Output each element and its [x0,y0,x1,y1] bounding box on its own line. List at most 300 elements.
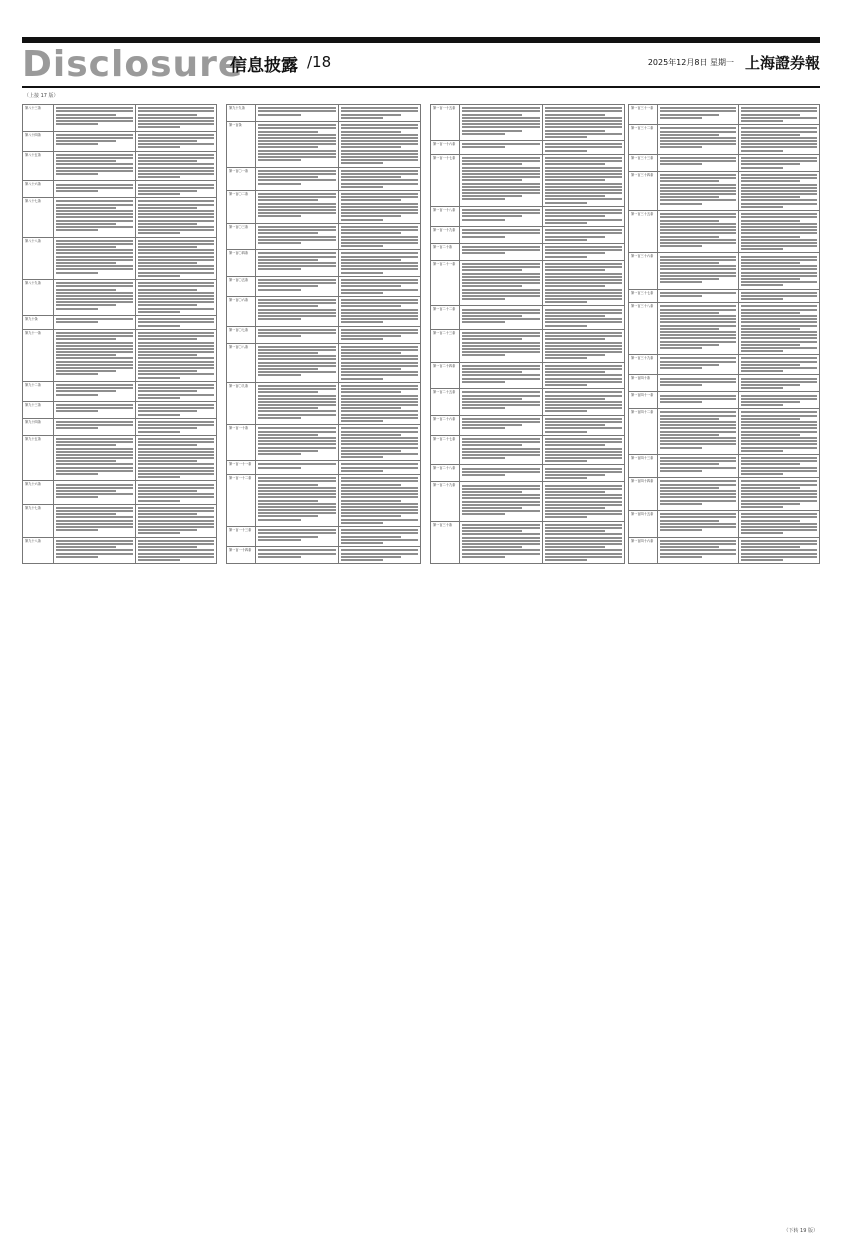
text-line [341,529,419,531]
table-row [227,250,421,277]
text-line [341,443,419,445]
text-line [545,289,623,291]
text-line [741,331,817,333]
text-line [462,348,540,350]
text-line [660,281,702,283]
text-line [138,187,215,189]
text-line [56,410,98,412]
text-line [741,543,817,545]
original-text [54,105,136,132]
text-line [660,131,736,133]
text-line [545,232,623,234]
text-line [258,252,336,254]
text-line [56,424,133,426]
text-line [545,371,605,373]
text-line [462,421,540,423]
text-line [258,539,301,541]
text-line [138,364,215,366]
article-number: 第九十四条 [23,418,54,435]
text-line [56,143,98,145]
table-row [23,401,217,418]
text-line [660,232,736,234]
text-line [462,219,505,221]
text-line [258,268,301,270]
text-line [462,457,505,459]
text-line [56,246,116,248]
text-line [741,134,800,136]
text-line [545,345,623,347]
article-number: 第一百四十六条 [629,537,658,564]
table-row [431,329,625,362]
article-number: 第一百一十六条 [431,141,460,155]
revised-text [338,527,421,547]
text-line [462,173,540,175]
text-line [258,199,318,201]
text-line [138,226,215,228]
revised-text [542,482,625,521]
text-line [545,309,623,311]
text-line [545,186,623,188]
text-line [341,153,419,155]
text-line [341,332,419,334]
text-line [341,512,419,514]
original-text [256,190,339,223]
text-line [258,490,336,492]
text-line [545,269,605,271]
original-text [256,547,339,564]
text-line [741,490,817,492]
text-line [258,114,301,116]
table-row [23,181,217,198]
text-line [341,321,384,323]
page-number: /18 [307,53,332,71]
text-line [138,559,180,561]
text-line [462,427,505,429]
original-text [256,121,339,167]
text-line [545,527,623,529]
text-line [545,133,623,135]
text-line [258,262,336,264]
text-line [660,367,702,369]
text-line [660,457,736,459]
text-line [341,131,401,133]
revised-text [338,326,421,343]
text-line [741,467,817,469]
text-line [660,424,736,426]
text-line [138,444,198,446]
text-line [138,311,180,313]
text-line [56,140,116,142]
text-line [341,170,419,172]
text-line [545,279,623,281]
text-line [56,134,133,136]
text-line [138,427,198,429]
text-line [258,447,336,449]
text-line [545,491,605,493]
text-line [462,335,540,337]
text-line [545,504,623,506]
text-line [741,127,817,129]
article-number: 第九十七条 [23,504,54,537]
article-number: 第一百三十四条 [629,171,658,210]
original-text [658,289,739,303]
original-text [54,181,136,198]
text-line [258,229,336,231]
table-row [431,243,625,260]
text-line [660,256,736,258]
text-line [660,331,736,333]
text-line [545,424,605,426]
text-line [258,509,336,511]
text-line [462,232,540,234]
text-line [660,549,736,551]
table-row [23,481,217,504]
text-line [545,192,623,194]
text-line [341,268,419,270]
text-line [741,529,817,531]
text-line [341,162,384,164]
text-line [56,484,133,486]
text-line [660,490,736,492]
text-line [56,493,133,495]
text-line [258,285,318,287]
text-line [545,212,623,214]
text-line [545,441,623,443]
text-line [138,532,180,534]
text-line [545,176,623,178]
original-text [256,326,339,343]
text-line [341,289,419,291]
text-line [660,223,736,225]
original-text [460,482,543,521]
text-line [258,437,336,439]
text-line [258,395,336,397]
text-line [545,114,605,116]
text-line [138,210,215,212]
text-line [56,268,133,270]
text-line [56,451,133,453]
original-text [658,154,739,171]
text-line [741,532,783,534]
revised-text [542,306,625,329]
text-line [138,157,215,159]
text-line [545,273,623,275]
revised-text [542,206,625,226]
article-number: 第一百二十一条 [431,260,460,306]
text-line [56,107,133,109]
text-line [462,524,540,526]
text-line [660,395,736,397]
text-line [741,256,817,258]
table-row [227,105,421,122]
text-line [138,262,198,264]
table-row [227,276,421,296]
text-line [56,404,133,406]
text-line [341,395,419,397]
revised-text [739,125,820,155]
text-line [56,407,133,409]
article-number: 第一百〇五条 [227,276,256,296]
text-line [56,367,133,369]
text-line [341,179,419,181]
text-line [545,474,605,476]
text-line [138,282,215,284]
text-line [741,177,817,179]
text-line [138,476,180,478]
text-line [138,268,215,270]
text-line [341,186,384,188]
text-line [258,536,318,538]
text-line [341,272,384,274]
revised-text [542,521,625,563]
text-line [341,456,384,458]
text-line [258,529,336,531]
text-line [258,443,336,445]
text-line [660,398,736,400]
article-number: 第八十五条 [23,151,54,181]
text-line [462,318,540,320]
text-line [462,114,522,116]
text-line [545,318,623,320]
text-line [462,321,505,323]
text-line [341,388,419,390]
text-line [341,553,419,555]
original-text [54,481,136,504]
text-line [138,223,198,225]
text-line [56,351,133,353]
article-number: 第八十八条 [23,237,54,279]
text-line [462,527,540,529]
text-line [258,477,336,479]
text-line [741,344,800,346]
text-line [258,414,336,416]
text-line [545,398,605,400]
text-line [462,167,540,169]
text-line [341,519,419,521]
text-line [258,212,336,214]
text-line [660,437,736,439]
text-line [741,367,817,369]
original-text [54,504,136,537]
text-line [660,463,719,465]
text-line [545,457,623,459]
original-text [658,253,739,289]
text-line [545,219,623,221]
text-line [341,338,384,340]
original-text [658,454,739,477]
text-line [462,351,540,353]
original-text [256,527,339,547]
original-text [54,435,136,481]
text-line [138,463,215,465]
text-line [741,378,817,380]
text-line [138,246,198,248]
text-line [258,156,336,158]
text-line [258,299,336,301]
text-line [56,490,116,492]
text-line [660,341,736,343]
text-line [258,431,336,433]
text-line [56,373,98,375]
article-number: 第九十条 [23,316,54,330]
text-line [138,110,215,112]
text-line [56,114,116,116]
text-line [462,117,540,119]
text-line [258,352,318,354]
text-line [545,285,605,287]
text-line [545,256,588,258]
text-line [341,503,419,505]
table-row [227,527,421,547]
text-line [258,302,336,304]
text-line [741,292,817,294]
text-line [545,533,623,535]
text-line [56,190,98,192]
text-line [545,150,588,152]
text-line [660,381,736,383]
text-line [545,351,623,353]
text-line [741,556,817,558]
text-line [462,504,540,506]
text-line [258,242,301,244]
article-number: 第一百二十条 [431,243,460,260]
revised-text [338,121,421,167]
table-row [23,504,217,537]
text-line [741,268,817,270]
text-line [341,490,419,492]
text-line [462,143,540,145]
text-line [462,513,505,515]
text-line [741,203,817,205]
text-line [462,395,540,397]
text-line [138,220,215,222]
text-line [660,245,702,247]
text-line [462,249,540,251]
article-number: 第一百二十七条 [431,435,460,465]
table-row [629,105,820,125]
text-line [56,207,116,209]
text-line [545,202,588,204]
text-line [741,328,800,330]
table-row [431,521,625,563]
table-row [629,289,820,303]
original-text [54,381,136,401]
text-line [341,532,419,534]
text-line [462,209,540,211]
text-line [660,220,719,222]
text-line [741,520,800,522]
text-line [741,559,783,561]
text-line [56,427,98,429]
text-line [462,282,540,284]
text-line [741,312,800,314]
text-line [741,272,817,274]
text-line [462,418,540,420]
text-line [341,156,419,158]
text-line [741,140,817,142]
text-line [660,199,736,201]
text-line [741,549,817,551]
text-line [341,282,419,284]
revised-text [739,478,820,511]
text-line [138,493,215,495]
article-number: 第一百四十一条 [629,392,658,409]
text-line [660,480,736,482]
table-row [23,329,217,381]
text-line [462,110,540,112]
original-text [256,105,339,122]
text-line [462,485,540,487]
revised-text [739,303,820,355]
original-text [54,329,136,381]
text-line [341,484,401,486]
text-line [341,335,401,337]
text-line [741,284,783,286]
text-line [660,127,736,129]
article-number: 第一百一十五条 [431,105,460,141]
article-number: 第一百一十二条 [227,475,256,527]
text-line [258,312,336,314]
text-line [138,163,215,165]
text-line [660,295,702,297]
original-text [658,125,739,155]
text-line [741,157,817,159]
text-line [138,193,180,195]
text-line [545,410,588,412]
text-line [660,556,702,558]
original-text [658,537,739,564]
text-line [741,460,817,462]
text-line [660,262,719,264]
article-number: 第一百一十一条 [227,461,256,475]
original-text [460,362,543,389]
text-line [462,438,540,440]
text-line [138,335,215,337]
text-line [462,289,540,291]
revised-text [542,141,625,155]
text-line [660,160,736,162]
article-number: 第一百四十五条 [629,511,658,538]
original-text [54,316,136,330]
text-line [660,193,736,195]
text-line [545,559,588,561]
text-line [545,471,623,473]
text-line [741,236,800,238]
text-line [258,226,336,228]
text-line [545,556,623,558]
original-text [658,355,739,375]
text-line [56,210,133,212]
text-line [56,160,116,162]
text-line [341,515,401,517]
text-line [462,474,505,476]
text-line [462,279,540,281]
text-line [660,357,736,359]
section-brand-chinese: 信息披露 [230,56,298,76]
text-line [341,279,419,281]
text-line [545,295,623,297]
revised-text [135,435,217,481]
text-line [341,107,419,109]
text-line [258,232,318,234]
text-line [545,249,623,251]
text-line [462,342,540,344]
text-line [56,523,133,525]
text-line [462,130,522,132]
text-line [741,516,817,518]
text-line [462,507,522,509]
text-line [741,404,783,406]
